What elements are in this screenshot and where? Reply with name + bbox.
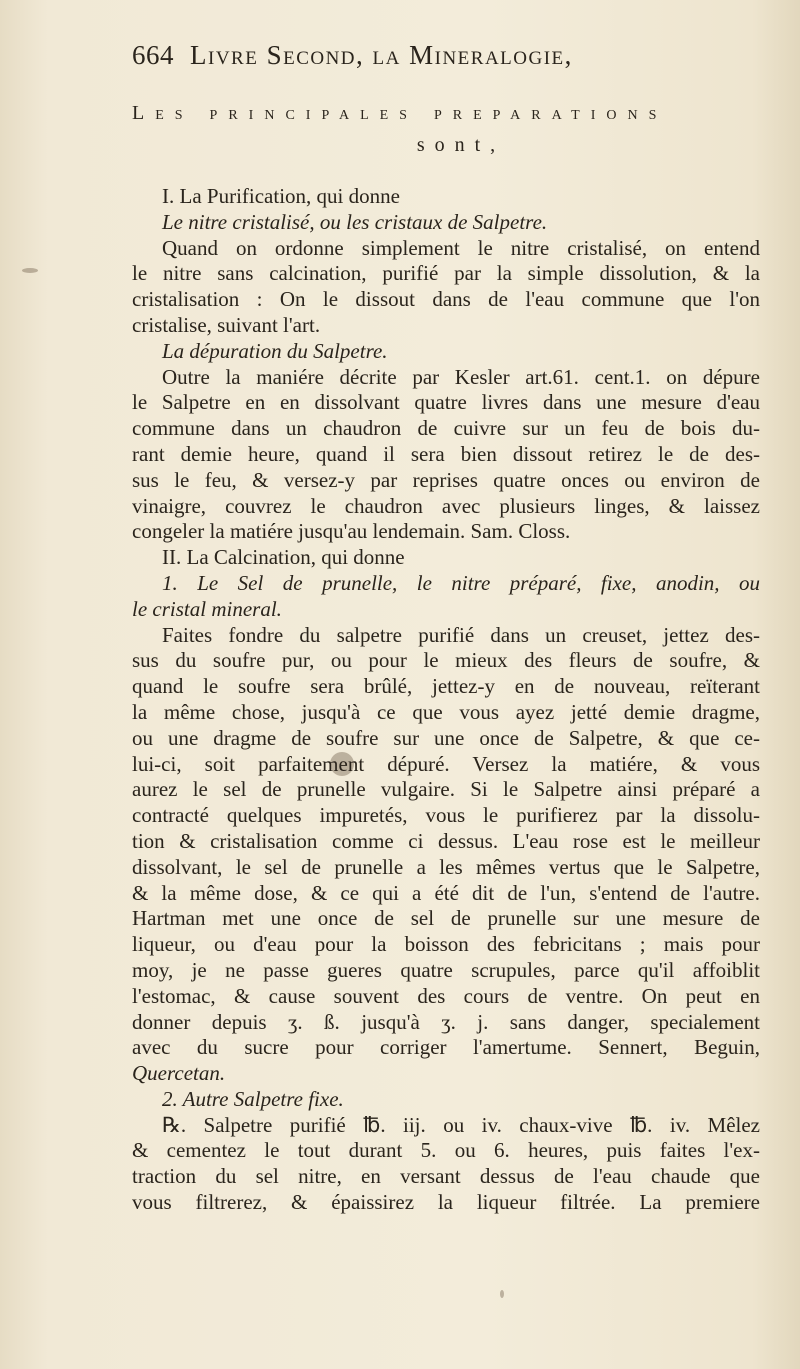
page-number: 664	[132, 40, 174, 70]
text-line: quand le soufre sera brûlé, jettez-y en de nouveau, reïterant	[132, 674, 760, 699]
text-line: sus du soufre pur, ou pour le mieux des fleurs de soufre, &	[132, 648, 760, 673]
text-line: ℞. Salpetre purifié ℔. iij. ou iv. chaux-vive ℔. iv. Mêlez	[162, 1112, 760, 1137]
text-line: l'estomac, & cause souvent des cours de ventre. On peut en	[132, 983, 760, 1008]
page-header	[132, 40, 760, 102]
text-line: contracté quelques impuretés, vous le purifierez par la dissolu-	[132, 803, 760, 828]
text-line: liqueur, ou d'eau pour la boisson des febricitans ; mais pour	[132, 932, 760, 957]
subheading-sel-de-prunelle: 1. Le Sel de prunelle, le nitre préparé, fixe, anodin, ou	[162, 570, 760, 595]
text-line: moy, je ne passe gueres quatre scrupules, parce qu'il affoiblit	[132, 957, 760, 982]
text-line: avec du sucre pour corriger l'amertume. Sennert, Beguin,	[132, 1035, 760, 1060]
text-line: & cementez le tout durant 5. ou 6. heures, puis faites l'ex-	[132, 1138, 760, 1163]
text-line: cristalise, suivant l'art.	[132, 312, 321, 337]
text-line: cristalisation : On le dissout dans de l'eau commune que l'on	[132, 287, 760, 312]
text-line: le nitre sans calcination, purifié par la simple dissolution, & la	[132, 261, 760, 286]
section-title: Les principales preparations	[132, 102, 668, 124]
subheading-cristal-mineral: le cristal mineral.	[132, 596, 282, 621]
text-line: & la même dose, & ce qui a été dit de l'un, s'entend de l'autre.	[132, 880, 760, 905]
subheading-autre-salpetre: 2. Autre Salpetre fixe.	[162, 1086, 344, 1111]
text-line: rant demie heure, quand il sera bien dissout retirez le de des-	[132, 441, 760, 466]
text-line: traction du sel nitre, en versant dessus de l'eau chaude que	[132, 1164, 760, 1189]
text-line: sus le feu, & versez-y par reprises quatre onces ou environ de	[132, 467, 760, 492]
text-line: Outre la maniére décrite par Kesler art.61. cent.1. on dépure	[162, 364, 760, 389]
page-text	[132, 40, 760, 1216]
text-line: tion & cristalisation comme ci dessus. L'eau rose est le meilleur	[132, 828, 760, 853]
text-line: Quand on ordonne simplement le nitre cristalisé, on entend	[162, 235, 760, 260]
text-line: ou une dragme de soufre sur une once de Salpetre, & que ce-	[132, 725, 760, 750]
text-line: vinaigre, couvrez le chaudron avec plusieurs linges, & laissez	[132, 493, 760, 518]
text-line: commune dans un chaudron de cuivre sur un feu de bois du-	[132, 416, 760, 441]
author-citation: Quercetan.	[132, 1061, 226, 1086]
paper-speck	[22, 268, 38, 273]
paper-speck	[500, 1290, 504, 1298]
text-line: Faites fondre du salpetre purifié dans un creuset, jettez des-	[162, 622, 760, 647]
section-title-continued: sont,	[416, 134, 506, 156]
text-line: vous filtrerez, & épaissirez la liqueur filtrée. La premiere	[132, 1190, 760, 1215]
text-line: lui-ci, soit parfaitement dépuré. Versez la matiére, & vous	[132, 751, 760, 776]
text-line: la même chose, jusqu'à ce que vous ayez jetté demie dragme,	[132, 699, 760, 724]
text-line: dissolvant, le sel de prunelle a les mêmes vertus que le Salpetre,	[132, 854, 760, 879]
text-line: aurez le sel de prunelle vulgaire. Si le Salpetre ainsi préparé a	[132, 777, 760, 802]
text-line: congeler la matiére jusqu'au lendemain. Sam. Closs.	[132, 519, 571, 544]
text-line: Hartman met une once de sel de prunelle sur une mesure de	[132, 906, 760, 931]
heading-calcination: II. La Calcination, qui donne	[162, 545, 405, 570]
subheading-depuration: La dépuration du Salpetre.	[162, 338, 388, 363]
heading-purification: I. La Purification, qui donne	[162, 184, 400, 208]
text-line: le Salpetre en en dissolvant quatre livres dans une mesure d'eau	[132, 390, 760, 415]
text-line: donner depuis ʒ. ß. jusqu'à ʒ. j. sans danger, specialement	[132, 1009, 760, 1034]
running-title: Livre Second, la Mineralogie,	[190, 40, 573, 70]
subheading-nitre-cristalise: Le nitre cristalisé, ou les cristaux de Salpetre.	[162, 209, 548, 234]
